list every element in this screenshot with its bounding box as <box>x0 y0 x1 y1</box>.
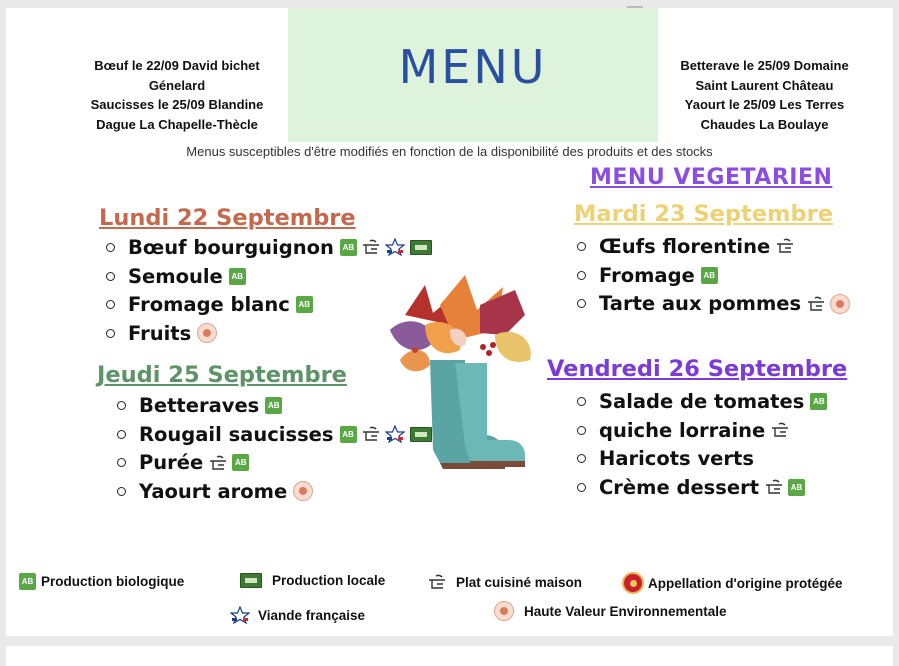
menu-item <box>577 232 855 261</box>
legend-aop-label: Appellation d'origine protégée <box>648 575 843 591</box>
bullet-icon <box>577 483 586 492</box>
bullet-icon <box>577 426 586 435</box>
bullet-icon <box>106 243 115 252</box>
homemade-icon <box>362 239 380 255</box>
menu-item-label: Fruits <box>128 321 192 345</box>
homemade-icon <box>209 455 227 471</box>
bullet-icon <box>117 487 126 496</box>
legend-hve <box>494 601 727 621</box>
bullet-icon <box>117 458 126 467</box>
supplier-line: Génelard <box>148 77 206 93</box>
bullet-icon <box>577 271 586 280</box>
menu-item <box>577 261 855 290</box>
bullet-icon <box>577 454 586 463</box>
bio-icon: AB <box>229 268 246 285</box>
vegetarian-menu-label: MENU VEGETARIEN <box>590 165 833 190</box>
homemade-icon <box>807 296 825 312</box>
menu-item-label: Rougail saucisses <box>139 422 334 446</box>
menu-item <box>577 416 832 445</box>
menu-item-label: Fromage blanc <box>128 293 290 317</box>
legend-hve-label: Haute Valeur Environnementale <box>524 603 727 619</box>
leaves <box>390 275 531 371</box>
hve-icon <box>830 294 850 314</box>
menu-item <box>577 444 832 473</box>
day-title-monday: Lundi 22 Septembre <box>99 205 356 231</box>
menu-item-label: Semoule <box>128 264 223 288</box>
menu-item-label: Purée <box>139 451 204 475</box>
homemade-icon <box>765 479 783 495</box>
bio-icon: AB <box>340 426 357 443</box>
menu-item <box>577 387 832 416</box>
bio-icon: AB <box>296 296 313 313</box>
local-icon <box>240 573 262 588</box>
bullet-icon <box>577 299 586 308</box>
suppliers-left <box>72 56 282 134</box>
bullet-icon <box>117 401 126 410</box>
day-items-tuesday <box>577 232 855 318</box>
homemade-icon <box>776 238 794 254</box>
menu-item-label: Yaourt arome <box>139 479 288 503</box>
homemade-icon <box>362 426 380 442</box>
menu-title: MENU <box>398 40 548 94</box>
supplier-line: Betterave le 25/09 Domaine <box>680 58 849 73</box>
day-title-tuesday: Mardi 23 Septembre <box>574 201 833 227</box>
legend-homemade <box>428 574 582 590</box>
hve-icon <box>494 601 514 621</box>
legend-french-meat-label: Viande française <box>258 607 366 623</box>
bio-icon: AB <box>810 393 827 410</box>
bio-icon: AB <box>19 573 36 590</box>
homemade-icon <box>428 574 446 590</box>
menu-item-label: quiche lorraine <box>599 418 766 442</box>
legend-homemade-label: Plat cuisiné maison <box>456 574 583 590</box>
bio-icon: AB <box>701 267 718 284</box>
menu-item <box>106 233 437 262</box>
next-page-edge <box>6 646 893 666</box>
menu-item-label: Œufs florentine <box>599 234 771 258</box>
bio-icon: AB <box>340 239 357 256</box>
supplier-line: Yaourt le 25/09 Les Terres <box>684 97 845 112</box>
menu-item-label: Crème dessert <box>599 475 760 499</box>
bio-icon: AB <box>265 397 282 414</box>
legend-local <box>240 573 385 588</box>
day-title-friday: Vendredi 26 Septembre <box>547 356 848 382</box>
availability-note: Menus susceptibles d'être modifiés en fonction de la disponibilité des produits et des stocks <box>186 144 713 159</box>
bio-icon: AB <box>232 454 249 471</box>
legend-local-label: Production locale <box>272 573 386 588</box>
aop-icon <box>622 572 644 594</box>
menu-item <box>577 289 855 318</box>
legend-bio-label: Production biologique <box>41 574 185 589</box>
bullet-icon <box>106 329 115 338</box>
supplier-line: Bœuf le 22/09 David bichet <box>94 58 260 73</box>
hve-icon <box>197 323 217 343</box>
bullet-icon <box>117 430 126 439</box>
french-meat-icon <box>385 238 405 256</box>
rain-boots <box>430 360 525 469</box>
day-title-thursday: Jeudi 25 Septembre <box>97 362 347 388</box>
supplier-line: Dague La Chapelle-Thècle <box>96 116 258 132</box>
supplier-line: Saucisses le 25/09 Blandine <box>90 97 264 112</box>
supplier-line: Saint Laurent Château <box>695 77 834 93</box>
local-icon <box>410 240 432 255</box>
day-items-friday <box>577 387 832 502</box>
bullet-icon <box>577 397 586 406</box>
menu-item-label: Salade de tomates <box>599 389 805 413</box>
supplier-line: Chaudes La Boulaye <box>700 116 829 132</box>
autumn-bouquet-boots-illustration <box>385 275 545 480</box>
bio-icon: AB <box>788 479 805 496</box>
bullet-icon <box>106 300 115 309</box>
menu-item <box>117 477 437 506</box>
menu-item-label: Tarte aux pommes <box>599 292 802 316</box>
legend-aop <box>622 572 842 594</box>
menu-item-label: Fromage <box>599 263 695 287</box>
bullet-icon <box>577 242 586 251</box>
homemade-icon <box>771 422 789 438</box>
menu-item-label: Haricots verts <box>599 447 754 471</box>
menu-item-label: Bœuf bourguignon <box>128 235 334 259</box>
legend-bio <box>19 573 184 590</box>
suppliers-right <box>662 56 867 134</box>
bullet-icon <box>106 272 115 281</box>
menu-item <box>577 473 832 502</box>
menu-item-label: Betteraves <box>139 393 260 417</box>
hve-icon <box>293 481 313 501</box>
legend-french-meat <box>230 606 365 624</box>
french-meat-icon <box>230 606 250 624</box>
